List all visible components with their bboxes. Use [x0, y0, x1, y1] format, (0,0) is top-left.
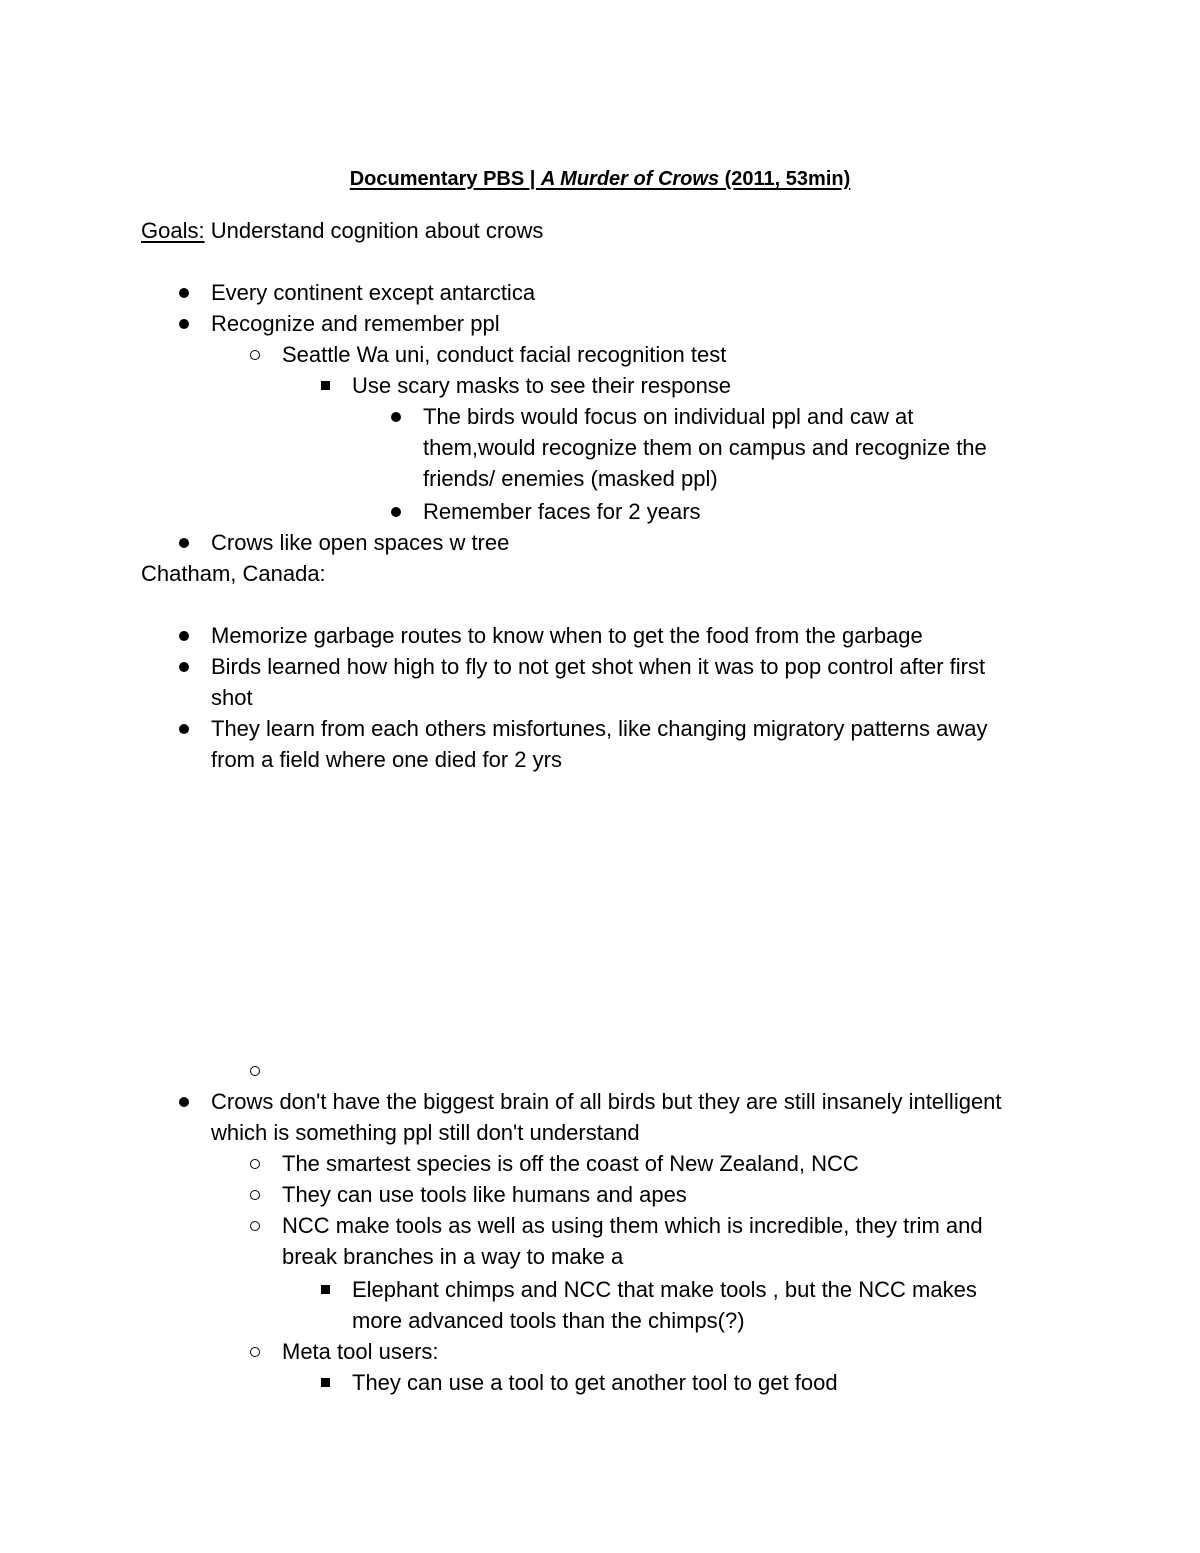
bullet-disc-icon: [179, 662, 189, 672]
list-item: They can use a tool to get another tool to get food: [0, 1367, 1200, 1398]
list-item-continuation: friends/ enemies (masked ppl): [423, 466, 718, 491]
list-item-continuation: which is something ppl still don't understand: [211, 1120, 640, 1145]
bullet-square-icon: [321, 1378, 330, 1387]
list-item: Every continent except antarctica: [0, 277, 1200, 308]
list-item: Crows don't have the biggest brain of all birds but they are still insanely intelligent: [0, 1086, 1200, 1117]
list-item: The birds would focus on individual ppl and caw at: [0, 401, 1200, 432]
bullet-square-icon: [321, 1285, 330, 1294]
bullet-disc-icon: [179, 1097, 189, 1107]
list-item: Seattle Wa uni, conduct facial recognition test: [0, 339, 1200, 370]
list-item-continuation: them,would recognize them on campus and recognize the: [423, 435, 987, 460]
list-item: They learn from each others misfortunes, like changing migratory patterns away: [0, 713, 1200, 744]
bullet-disc-icon: [179, 724, 189, 734]
list-item: NCC make tools as well as using them which is incredible, they trim and: [0, 1210, 1200, 1241]
bullet-square-icon: [321, 381, 330, 390]
goals-label: Goals:: [141, 218, 205, 243]
list-item: The smartest species is off the coast of New Zealand, NCC: [0, 1148, 1200, 1179]
bullet-disc-icon: [179, 288, 189, 298]
list-item-empty: [0, 1055, 1200, 1086]
list-item: They can use tools like humans and apes: [0, 1179, 1200, 1210]
bullet-circle-icon: [250, 1221, 260, 1231]
film-title: A Murder of Crows: [540, 168, 720, 190]
list-item-continuation: more advanced tools than the chimps(?): [352, 1308, 745, 1333]
list-item-continuation: shot: [211, 685, 253, 710]
bullet-disc-icon: [179, 538, 189, 548]
list-item-continuation: break branches in a way to make a: [282, 1244, 624, 1269]
section-heading: Chatham, Canada:: [141, 561, 326, 586]
list-item: Birds learned how high to fly to not get shot when it was to pop control after first: [0, 651, 1200, 682]
list-item: Crows like open spaces w tree: [0, 527, 1200, 558]
bullet-circle-icon: [250, 350, 260, 360]
goals-line: Goals: Understand cognition about crows: [141, 218, 544, 243]
list-item: Elephant chimps and NCC that make tools , but the NCC makes: [0, 1274, 1200, 1305]
page-title: Documentary PBS | A Murder of Crows (2011, 53min): [349, 168, 851, 190]
bullet-circle-icon: [250, 1190, 260, 1200]
bullet-disc-icon: [391, 507, 401, 517]
bullet-disc-icon: [179, 631, 189, 641]
bullet-circle-icon: [250, 1347, 260, 1357]
list-item: Use scary masks to see their response: [0, 370, 1200, 401]
list-item: Memorize garbage routes to know when to get the food from the garbage: [0, 620, 1200, 651]
list-item-continuation: from a field where one died for 2 yrs: [211, 747, 562, 772]
bullet-disc-icon: [179, 319, 189, 329]
bullet-disc-icon: [391, 412, 401, 422]
list-item: Remember faces for 2 years: [0, 496, 1200, 527]
bullet-circle-icon: [250, 1066, 260, 1076]
list-item: Recognize and remember ppl: [0, 308, 1200, 339]
bullet-circle-icon: [250, 1159, 260, 1169]
list-item: Meta tool users:: [0, 1336, 1200, 1367]
